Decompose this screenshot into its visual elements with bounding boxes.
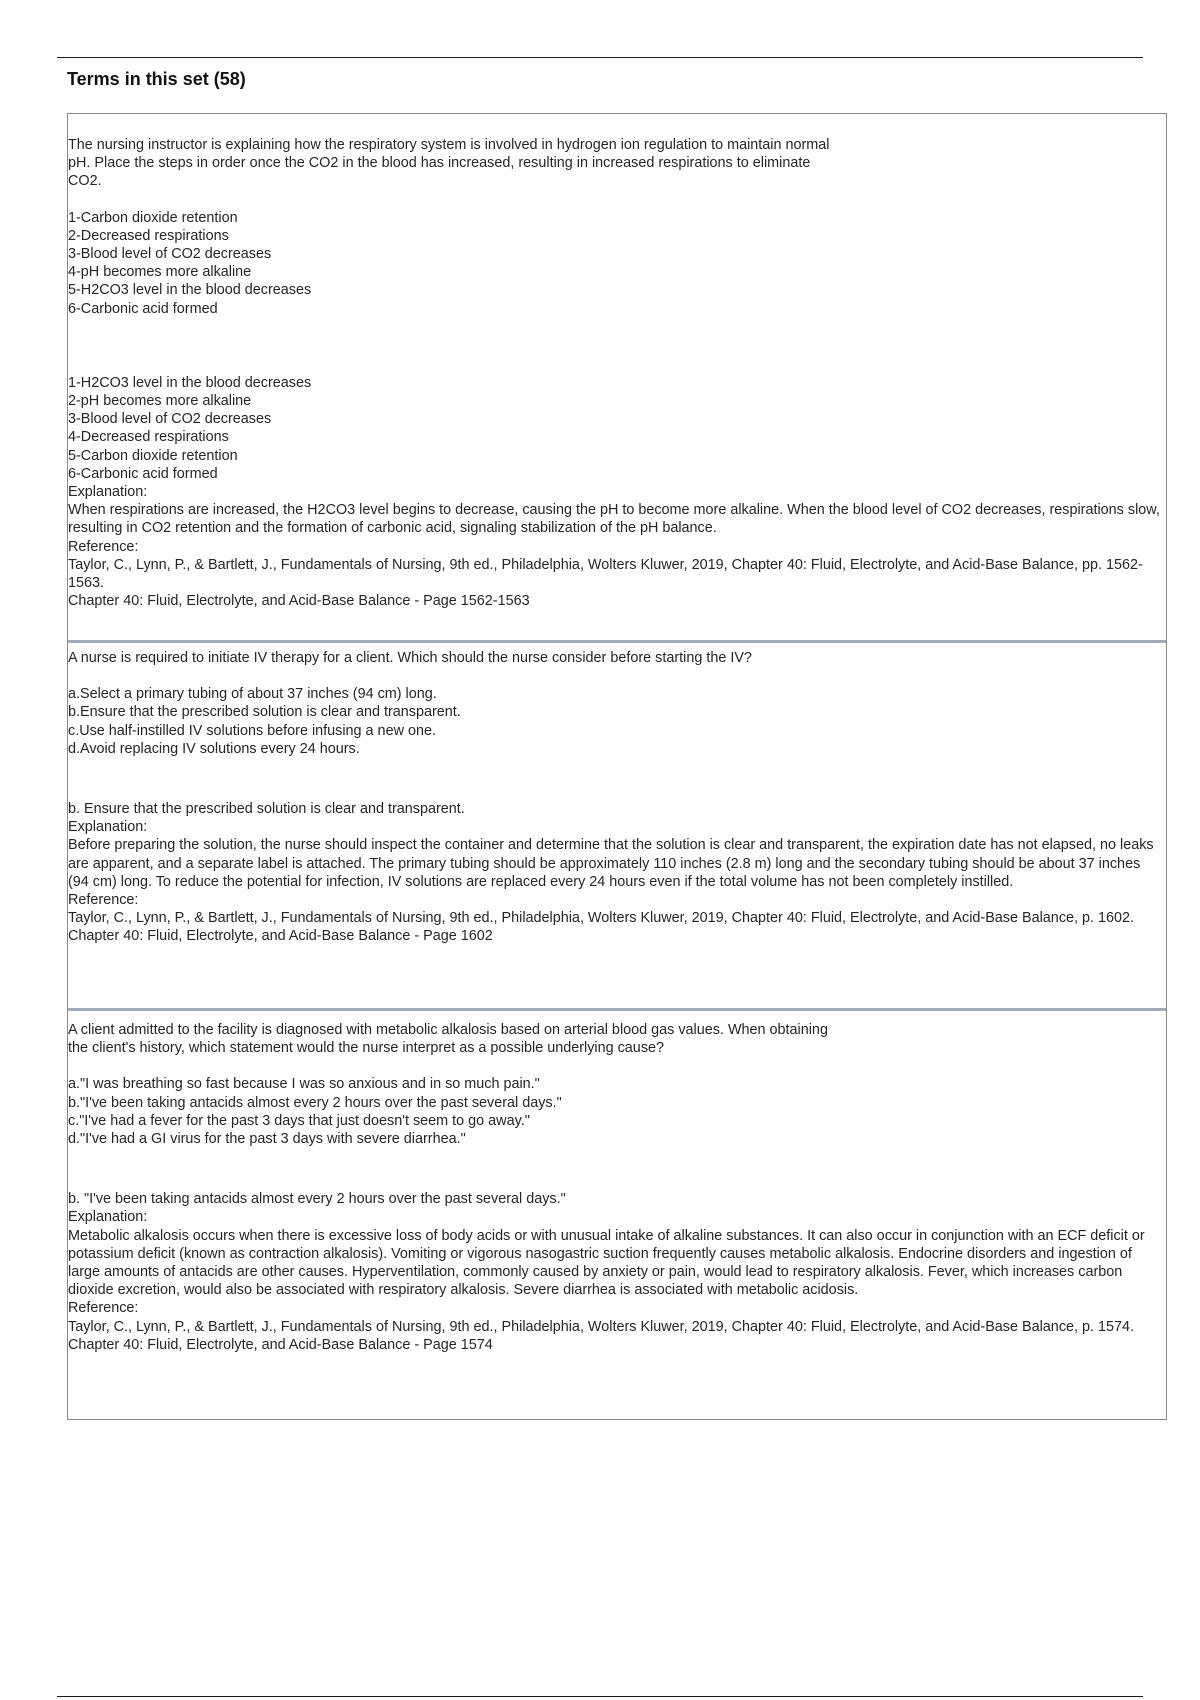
option-item: 1-Carbon dioxide retention xyxy=(68,209,238,226)
explanation-label: Explanation: xyxy=(68,484,148,501)
answer-line: 5-Carbon dioxide retention xyxy=(68,447,238,464)
option-item: 2-Decreased respirations xyxy=(68,227,229,244)
option-item: d.Avoid replacing IV solutions every 24 hours. xyxy=(68,740,360,757)
explanation-text: Metabolic alkalosis occurs when there is excessive loss of body acids or with unusual intake of alkaline substances. It can also occur in conjunction with an ECF deficit or potassium deficit (known as contraction alkalosis). Vomiting or vigorous nasogastric suction frequently causes metabolic alkalosis. Endocrine disorders and ingestion of large amounts of antacids are other causes. Hyperventilation, commonly caused by anxiety or pain, would lead to respiratory alkalosis. Fever, which increases carbon dioxide excretion, would also be associated with respiratory alkalosis. Severe diarrhea is associated with metabolic acidosis. xyxy=(68,1227,1145,1299)
top-divider xyxy=(57,57,1143,58)
option-item: b."I've been taking antacids almost every 2 hours over the past several days." xyxy=(68,1094,562,1111)
option-item: 4-pH becomes more alkaline xyxy=(68,264,252,281)
reference-label: Reference: xyxy=(68,538,139,555)
option-list xyxy=(68,685,1160,758)
explanation-text: Before preparing the solution, the nurse should inspect the container and determine that the solution is clear and transparent, the expiration date has not elapsed, no leaks are apparent, and a separate label is attached. The primary tubing should be approximately 110 inches (2.8 m) long and the secondary tubing should be about 37 inches (94 cm) long. To reduce the potential for infection, IV solutions are replaced every 24 hours even if the total volume has not been completely instilled. xyxy=(68,837,1154,890)
answer-block xyxy=(68,374,1160,611)
answer-line: 4-Decreased respirations xyxy=(68,429,229,446)
option-item: d."I've had a GI virus for the past 3 days with severe diarrhea." xyxy=(68,1131,466,1148)
question-text: A nurse is required to initiate IV therapy for a client. Which should the nurse consider before starting the IV? xyxy=(68,650,752,666)
option-item: 3-Blood level of CO2 decreases xyxy=(68,246,272,263)
set-heading: Terms in this set (58) xyxy=(67,69,246,89)
flashcard-list xyxy=(67,113,1167,1420)
option-list xyxy=(68,1075,1160,1148)
reference-text: Taylor, C., Lynn, P., & Bartlett, J., Fundamentals of Nursing, 9th ed., Philadelphia, Wolters Kluwer, 2019, Chapter 40: Fluid, Electrolyte, and Acid-Base Balance, p. 1574. xyxy=(68,1318,1135,1335)
flashcard xyxy=(68,1011,1166,1419)
bottom-divider xyxy=(57,1696,1143,1697)
chapter-text: Chapter 40: Fluid, Electrolyte, and Acid-Base Balance - Page 1602 xyxy=(68,928,493,945)
explanation-label: Explanation: xyxy=(68,819,148,836)
chapter-text: Chapter 40: Fluid, Electrolyte, and Acid-Base Balance - Page 1574 xyxy=(68,1336,493,1353)
answer-block xyxy=(68,1190,1160,1354)
reference-text: Taylor, C., Lynn, P., & Bartlett, J., Fundamentals of Nursing, 9th ed., Philadelphia, Wolters Kluwer, 2019, Chapter 40: Fluid, Electrolyte, and Acid-Base Balance, p. 1602. xyxy=(68,910,1135,927)
answer-block xyxy=(68,800,1160,946)
option-item: 6-Carbonic acid formed xyxy=(68,300,218,317)
option-item: c."I've had a fever for the past 3 days that just doesn't seem to go away." xyxy=(68,1112,530,1129)
chapter-text: Chapter 40: Fluid, Electrolyte, and Acid-Base Balance - Page 1562-1563 xyxy=(68,593,530,610)
answer-line: 6-Carbonic acid formed xyxy=(68,465,218,482)
option-item: a."I was breathing so fast because I was so anxious and in so much pain." xyxy=(68,1076,540,1093)
reference-label: Reference: xyxy=(68,892,139,909)
answer-line: b. Ensure that the prescribed solution is clear and transparent. xyxy=(68,801,465,818)
question-text: The nursing instructor is explaining how the respiratory system is involved in hydrogen ion regulation to maintain normal pH. Place the steps in order once the CO2 in the blood has increased, resulting in increased respirations to eliminate CO2. xyxy=(68,137,830,190)
answer-line: 3-Blood level of CO2 decreases xyxy=(68,411,272,428)
option-item: b.Ensure that the prescribed solution is clear and transparent. xyxy=(68,704,461,721)
reference-text: Taylor, C., Lynn, P., & Bartlett, J., Fundamentals of Nursing, 9th ed., Philadelphia, Wolters Kluwer, 2019, Chapter 40: Fluid, Electrolyte, and Acid-Base Balance, pp. 1562-1563. xyxy=(68,556,1143,592)
explanation-text: When respirations are increased, the H2CO3 level begins to decrease, causing the pH to become more alkaline. When the blood level of CO2 decreases, respirations slow, resulting in CO2 retention and the formation of carbonic acid, signaling stabilization of the pH balance. xyxy=(68,502,1160,537)
answer-line: 1-H2CO3 level in the blood decreases xyxy=(68,374,312,391)
option-item: 5-H2CO3 level in the blood decreases xyxy=(68,282,312,299)
flashcard xyxy=(68,114,1166,643)
answer-line: b. "I've been taking antacids almost every 2 hours over the past several days." xyxy=(68,1191,566,1208)
option-list xyxy=(68,209,1160,318)
reference-label: Reference: xyxy=(68,1300,139,1317)
question-text: A client admitted to the facility is diagnosed with metabolic alkalosis based on arterial blood gas values. When obtaining the client's history, which statement would the nurse interpret as a possible underlying cause? xyxy=(68,1022,828,1057)
option-item: c.Use half-instilled IV solutions before infusing a new one. xyxy=(68,722,436,739)
flashcard xyxy=(68,643,1166,1011)
explanation-label: Explanation: xyxy=(68,1209,148,1226)
answer-line: 2-pH becomes more alkaline xyxy=(68,393,252,410)
option-item: a.Select a primary tubing of about 37 inches (94 cm) long. xyxy=(68,686,437,703)
